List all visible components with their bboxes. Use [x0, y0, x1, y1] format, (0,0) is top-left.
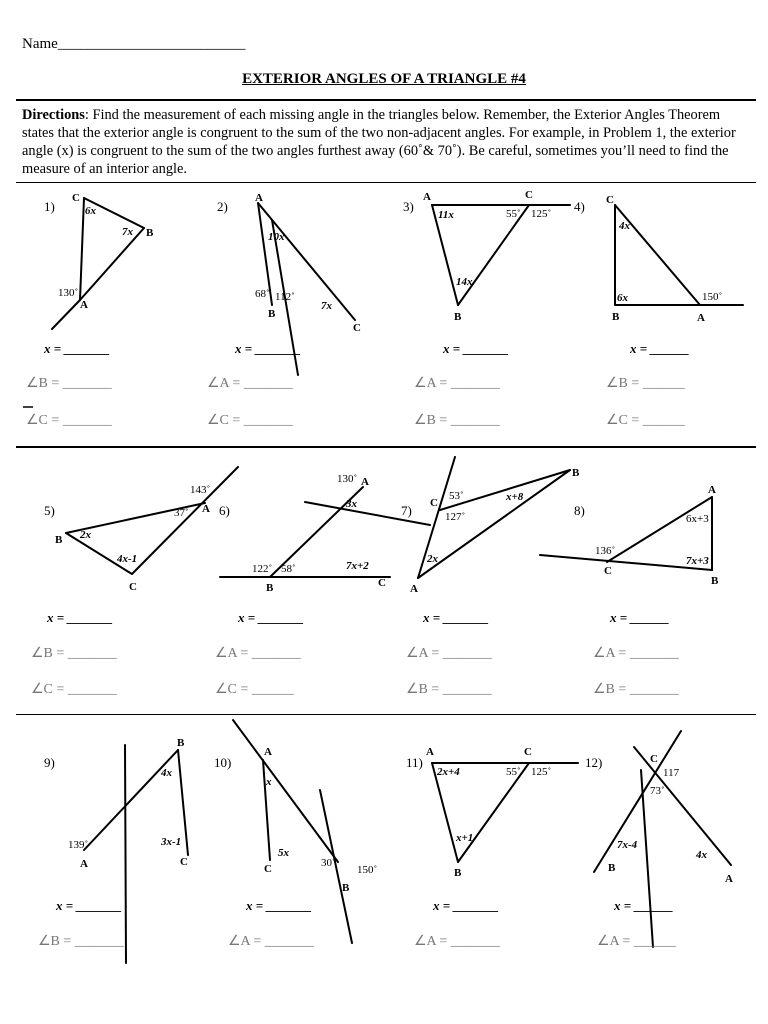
p11-exterior: 125˚: [531, 766, 552, 778]
p6-angle-c: 7x+2: [346, 560, 369, 572]
p7-answer-a[interactable]: ∠A = _______: [406, 646, 492, 661]
directions-label: Directions: [22, 107, 85, 123]
p2-answer-x[interactable]: x = _______: [235, 341, 301, 356]
p12-vertex-c: C: [650, 753, 658, 765]
p2-angle-c: 7x: [321, 300, 332, 312]
p10-side-ac: [263, 760, 270, 860]
p10-number: 10): [214, 755, 232, 770]
p6-number: 6): [219, 503, 230, 518]
p7-answer-x[interactable]: x = _______: [423, 610, 489, 625]
p10-answer-x[interactable]: x = _______: [246, 898, 312, 913]
p12-exterior: 117: [663, 767, 680, 779]
p3-exterior: 125˚: [531, 208, 552, 220]
p6-exterior-b: 122˚: [252, 563, 273, 575]
p7-number: 7): [401, 503, 412, 518]
p4-vertex-b: B: [612, 311, 620, 323]
p3-answer-x[interactable]: x = _______: [443, 341, 509, 356]
p4-angle-c: 4x: [619, 220, 630, 232]
p4-vertex-a: A: [697, 312, 705, 324]
p1-vertex-c: C: [72, 192, 80, 204]
p8-side-ac: [607, 497, 712, 562]
p1-answer-x[interactable]: x = _______: [44, 341, 110, 356]
p7-vertex-a: A: [410, 583, 418, 595]
p6-angle-a: 3x: [346, 498, 357, 510]
p7-vertex-c: C: [430, 497, 438, 509]
p11-vertex-c: C: [524, 746, 532, 758]
p11-angle-b: x+1: [456, 832, 474, 844]
p8-vertex-b: B: [711, 575, 719, 587]
p10-vertex-a: A: [264, 746, 272, 758]
p2-angle-68: 68˚: [255, 288, 270, 300]
name-field[interactable]: Name_________________________: [22, 36, 246, 52]
p10-interior: 30˚: [321, 857, 336, 869]
p8-number: 8): [574, 503, 585, 518]
p5-side-ca-ext: [132, 467, 238, 574]
p2-answer-c[interactable]: ∠C = _______: [207, 413, 293, 428]
p1-vertex-b: B: [146, 227, 154, 239]
directions-text: : Find the measurement of each missing angle in the triangles below. Remember, the Exterior Angles Theorem states that the exterior angle is congruent to the sum of the two non-adjacent angles. For example, in Problem 1, the exterior angle (x) is congruent to the sum of the two angles furthest away (60˚& 70˚). Be careful, sometimes you’ll need to find the measure of an interior angle.: [22, 107, 736, 177]
p3-vertex-a: A: [423, 191, 431, 203]
p6-answer-x[interactable]: x = _______: [238, 610, 304, 625]
p12-answer-x[interactable]: x = ______: [614, 898, 674, 913]
p1-answer-b[interactable]: ∠B = _______: [26, 376, 112, 391]
p8-vertex-c: C: [604, 565, 612, 577]
p4-number: 4): [574, 199, 585, 214]
p8-vertex-a: A: [708, 484, 716, 496]
p3-vertex-c: C: [525, 189, 533, 201]
p2-angle-a: 10x: [268, 231, 285, 243]
p4-vertex-c: C: [606, 194, 614, 206]
p6-answer-a[interactable]: ∠A = _______: [215, 646, 301, 661]
p9-side-ab: [84, 750, 178, 850]
p2-number: 2): [217, 199, 228, 214]
p7-answer-b[interactable]: ∠B = _______: [406, 682, 492, 697]
p3-interior: 55˚: [506, 208, 521, 220]
p8-angle-a: 6x+3: [686, 513, 709, 525]
p9-answer-b[interactable]: ∠B = _______: [38, 934, 124, 949]
p10-vertex-b: B: [342, 882, 350, 894]
p11-vertex-a: A: [426, 746, 434, 758]
p6-interior-b: 58˚: [281, 563, 296, 575]
p12-answer-a[interactable]: ∠A = ______: [597, 934, 676, 949]
p7-angle-b: x+8: [506, 491, 524, 503]
p12-number: 12): [585, 755, 603, 770]
p2-angle-112: 112˚: [275, 291, 295, 303]
p3-side-cb: [458, 205, 529, 305]
p3-answer-b[interactable]: ∠B = _______: [414, 413, 500, 428]
p11-interior: 55˚: [506, 766, 521, 778]
worksheet-title: EXTERIOR ANGLES OF A TRIANGLE #4: [242, 71, 526, 87]
p5-answer-b[interactable]: ∠B = _______: [31, 646, 117, 661]
p3-angle-a: 11x: [438, 209, 454, 221]
p1-extension: [52, 300, 80, 329]
p9-vertex-a: A: [80, 858, 88, 870]
p9-answer-x[interactable]: x = _______: [56, 898, 122, 913]
p8-angle-b: 7x+3: [686, 555, 709, 567]
p1-vertex-a: A: [80, 299, 88, 311]
p7-angle-a: 2x: [427, 553, 438, 565]
p4-answer-c[interactable]: ∠C = ______: [606, 413, 685, 428]
p8-answer-a[interactable]: ∠A = _______: [593, 646, 679, 661]
p6-answer-c[interactable]: ∠C = ______: [215, 682, 294, 697]
p11-answer-a[interactable]: ∠A = _______: [414, 934, 500, 949]
p12-interior: 73˚: [650, 785, 665, 797]
p9-vertex-c: C: [180, 856, 188, 868]
p5-angle-c: 4x-1: [117, 553, 138, 565]
p9-angle-c: 3x-1: [161, 836, 182, 848]
p9-number: 9): [44, 755, 55, 770]
p8-exterior: 136˚: [595, 545, 616, 557]
p1-side-ca: [80, 198, 84, 300]
p12-side-ca: [634, 747, 731, 865]
p4-angle-b: 6x: [617, 292, 628, 304]
p3-answer-a[interactable]: ∠A = _______: [414, 376, 500, 391]
p7-interior: 127˚: [445, 511, 466, 523]
p1-exterior: 130˚: [58, 287, 79, 299]
p12-angle-b: 7x-4: [617, 839, 638, 851]
p6-exterior-a: 130˚: [337, 473, 358, 485]
p5-vertex-b: B: [55, 534, 63, 546]
p1-answer-c[interactable]: ∠C = _______: [26, 413, 112, 428]
p4-answer-x[interactable]: x = ______: [630, 341, 690, 356]
p6-vertex-c: C: [378, 577, 386, 589]
p5-answer-x[interactable]: x = _______: [47, 610, 113, 625]
p7-vertex-b: B: [572, 467, 580, 479]
p5-number: 5): [44, 503, 55, 518]
p12-vertex-a: A: [725, 873, 733, 885]
p2-vertex-b: B: [268, 308, 276, 320]
p8-answer-b[interactable]: ∠B = _______: [593, 682, 679, 697]
p4-exterior: 150˚: [702, 291, 723, 303]
p10-exterior: 150˚: [357, 864, 378, 876]
p7-exterior: 53˚: [449, 490, 464, 502]
p7-side-ab: [418, 470, 570, 578]
p11-angle-a: 2x+4: [437, 766, 460, 778]
p5-vertex-c: C: [129, 581, 137, 593]
p9-angle-b: 4x: [161, 767, 172, 779]
p10-angle-c: 5x: [278, 847, 289, 859]
p1-angle-b: 7x: [122, 226, 133, 238]
p5-vertex-a: A: [202, 503, 210, 515]
p10-answer-a[interactable]: ∠A = _______: [228, 934, 314, 949]
p2-answer-a[interactable]: ∠A = _______: [207, 376, 293, 391]
p12-vertex-b: B: [608, 862, 616, 874]
p8-answer-x[interactable]: x = ______: [610, 610, 670, 625]
p5-exterior: 143˚: [190, 484, 211, 496]
p12-angle-a: 4x: [696, 849, 707, 861]
p10-angle-a: x: [266, 776, 272, 788]
p10-vertex-c: C: [264, 863, 272, 875]
p2-vertex-a: A: [255, 192, 263, 204]
p9-exterior: 139˚: [68, 839, 89, 851]
p6-vertex-b: B: [266, 582, 274, 594]
p4-answer-b[interactable]: ∠B = ______: [606, 376, 685, 391]
p1-side-ba: [80, 228, 144, 300]
p5-angle-b: 2x: [80, 529, 91, 541]
p3-vertex-b: B: [454, 311, 462, 323]
p10-side-ab: [233, 720, 338, 862]
p1-angle-c: 6x: [85, 205, 96, 217]
p11-vertex-b: B: [454, 867, 462, 879]
p9-vertical: [125, 745, 126, 963]
p3-angle-b: 14x: [456, 276, 473, 288]
p9-vertex-b: B: [177, 737, 185, 749]
p5-answer-c[interactable]: ∠C = _______: [31, 682, 117, 697]
p1-number: 1): [44, 199, 55, 214]
p11-answer-x[interactable]: x = _______: [433, 898, 499, 913]
p6-vertex-a: A: [361, 476, 369, 488]
p2-vertex-c: C: [353, 322, 361, 334]
p3-number: 3): [403, 199, 414, 214]
p5-interior: 37˚: [174, 507, 189, 519]
p11-number: 11): [406, 755, 423, 770]
